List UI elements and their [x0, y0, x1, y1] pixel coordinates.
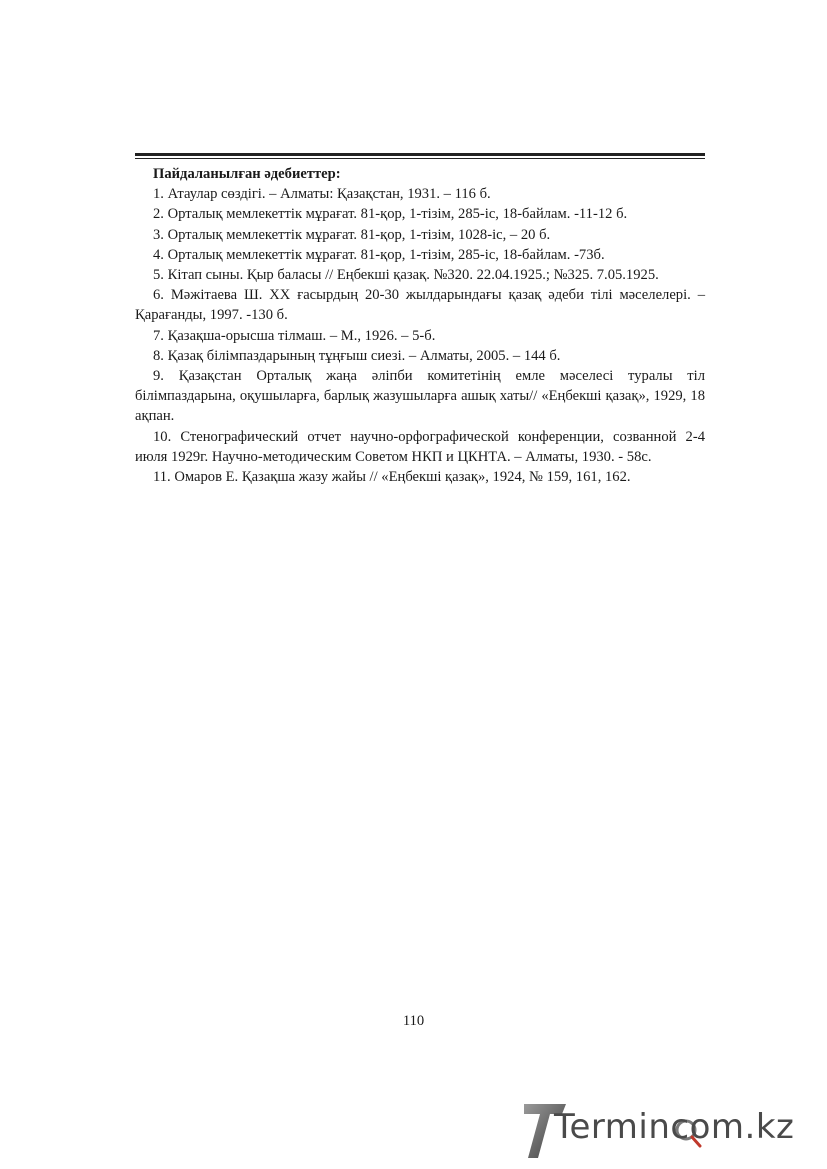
watermark-logo	[524, 1100, 824, 1160]
reference-item: 2. Орталық мемлекеттік мұрағат. 81-қор, 1-тізім, 285-іс, 18-байлам. -11-12 б.	[153, 206, 628, 223]
reference-item: 6. Мәжітаева Ш. XX ғасырдың 20-30 жылдарындағы қазақ әдеби тілі мәселелері. – Қарағанды, 1997. -130 б.	[135, 287, 705, 324]
reference-item: 8. Қазақ білімпаздарының тұңғыш сиезі. – Алматы, 2005. – 144 б.	[153, 347, 561, 364]
reference-item: 7. Қазақша-орысша тілмаш. – М., 1926. – 5-б.	[153, 327, 436, 344]
reference-item: 10. Стенографический отчет научно-орфографической конференции, созванной 2-4 июля 1929г. Научно-методическим Советом НКП и ЦКНТА. – Алматы, 1930. - 58с.	[135, 428, 705, 465]
reference-item: 3. Орталық мемлекеттік мұрағат. 81-қор, 1-тізім, 1028-іс, – 20 б.	[153, 226, 551, 243]
page-number: 110	[402, 1013, 425, 1029]
header-rule-thick	[135, 153, 705, 156]
reference-item: 1. Атаулар сөздігі. – Алматы: Қазақстан, 1931. – 116 б.	[153, 186, 491, 203]
references-section	[135, 164, 705, 487]
reference-item: 4. Орталық мемлекеттік мұрағат. 81-қор, 1-тізім, 285-іс, 18-байлам. -73б.	[153, 246, 605, 263]
watermark-text: Termincom.kz	[554, 1107, 795, 1147]
reference-item: 9. Қазақстан Орталық жаңа әліпби комитетінің емле мәселесі туралы тіл білімпаздарына, оқушыларға, барлық жазушыларға ашық хаты// «Еңбекші қазақ», 1929, 18 ақпан.	[135, 368, 705, 425]
reference-item: 5. Кітап сыны. Қыр баласы // Еңбекші қазақ. №320. 22.04.1925.; №325. 7.05.1925.	[153, 267, 659, 284]
references-heading: Пайдаланылған әдебиеттер:	[153, 166, 341, 182]
header-rule-thin	[135, 158, 705, 159]
reference-item: 11. Омаров Е. Қазақша жазу жайы // «Еңбекші қазақ», 1924, № 159, 161, 162.	[153, 469, 631, 486]
